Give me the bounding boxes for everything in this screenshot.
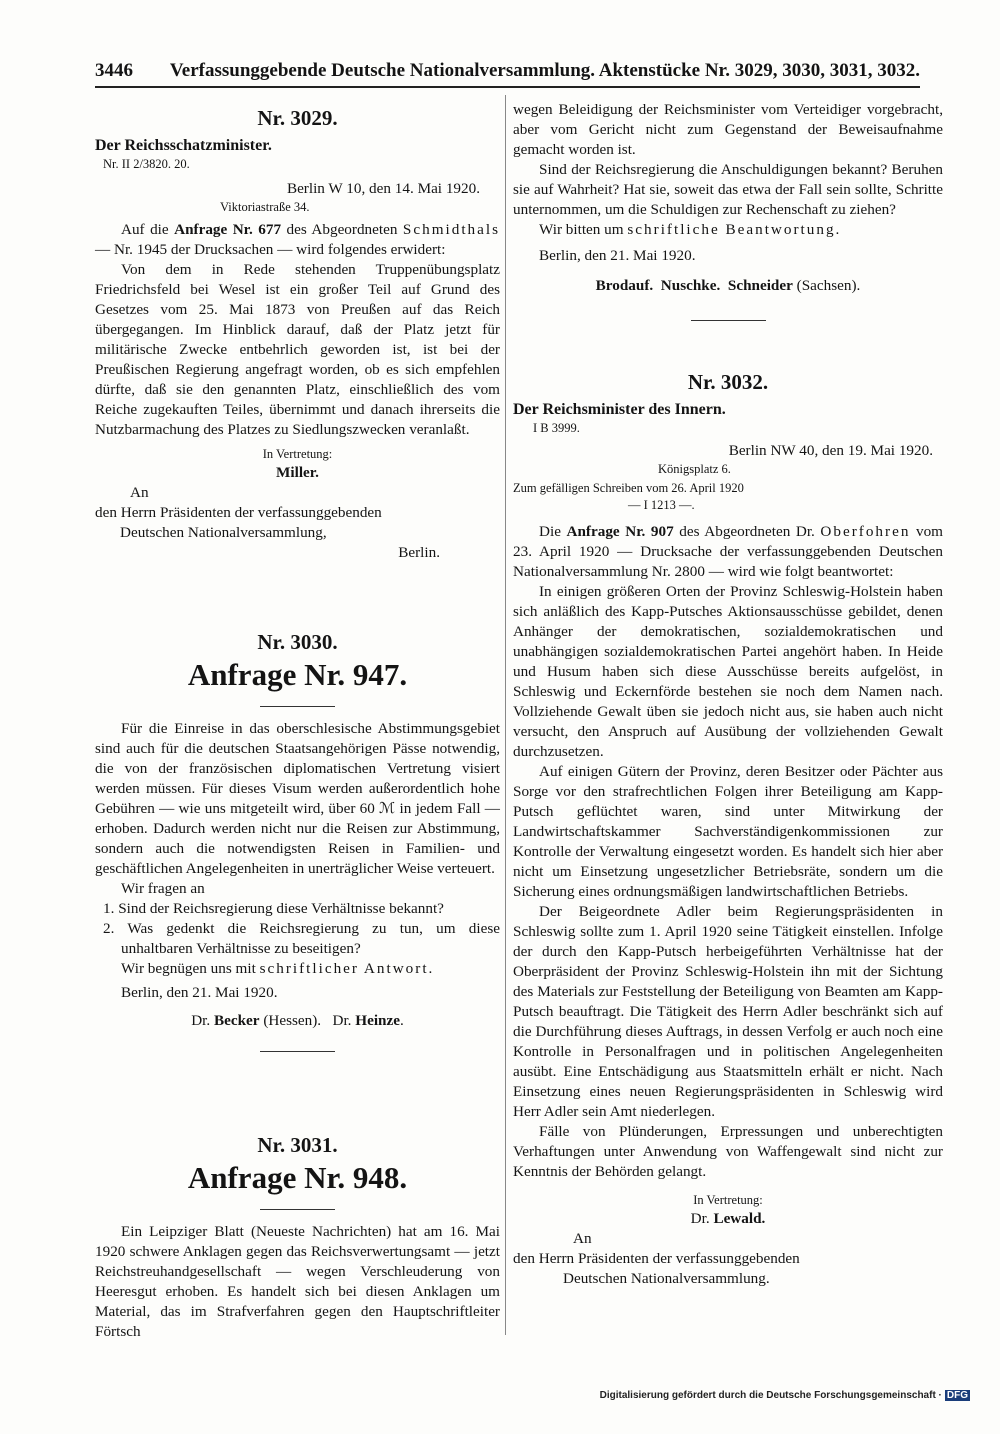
paragraph: Der Beigeordnete Adler beim Regierungspräsidenten in Schleswig sollte zum 1. April 1920 seine Tätigkeit einstellen. Infolge der durch den Kapp-Putsch herbeigeführten Verhältnisse hat der Oberpräsident der Provinz Schleswig-Holstein ihn mit der Sichtung des Materials zur Feststellung der Beteiligung von Beamten am Kapp-Putsch beauftragt. Die Tätigkeit des Herrn Adler beschränkt sich auf die Durchführung dieses Auftrags, in dessen Verfolg er auch noch eine Kontrolle in Personalfragen und in politischen Angelegenheiten ausübt. Eine Entschädigung aus Staatsmitteln erhält er nicht. Nach Einsetzung eines neuen Regierungspräsidenten in Schleswig wird Herr Adler sein Amt niederlegen.: [513, 903, 943, 1120]
section-3031-continued: [513, 100, 943, 333]
divider: [691, 320, 766, 321]
section-title: Anfrage Nr. 947.: [187, 657, 408, 692]
reference-letter: Zum gefälligen Schreiben vom 26. April 1920: [513, 481, 744, 495]
paragraph: Wir fragen an: [121, 880, 205, 897]
place-date: Berlin NW 40, den 19. Mai 1920.: [728, 442, 933, 459]
street: Königsplatz 6.: [658, 462, 731, 476]
reference-number: — I 1213 —.: [628, 498, 695, 512]
section-number: Nr. 3031.: [257, 1133, 338, 1157]
addressee-an: An: [573, 1230, 592, 1247]
paragraph: Die Anfrage Nr. 907 des Abgeordneten Dr. Oberfohren vom 23. April 1920 — Drucksache der verfassunggebenden Deutschen Nationalversammlung Nr. 2800 — wird wie folgt beantwortet:: [513, 523, 943, 580]
place-date: Berlin W 10, den 14. Mai 1920.: [286, 180, 480, 197]
address-line: den Herrn Präsidenten der verfassunggebenden: [95, 504, 382, 521]
addressee-an: An: [130, 484, 149, 501]
paragraph: Wir bitten um schriftliche Beantwortung.: [539, 221, 842, 238]
signature: Dr. Lewald.: [690, 1210, 766, 1227]
page-header: [95, 60, 920, 88]
paragraph: In einigen größeren Orten der Provinz Schleswig-Holstein haben sich anläßlich des Kapp-Putsches Aktionsausschüsse gebildet, denen Anhänger der demokratischen, sozialdemokratischen und unabhängigen sozialdemokratischen Partei angehört haben. In Heide und Husum haben sich diese Ausschüsse bereits aufgelöst, in Schleswig und Eckernförde bestehen sie noch dem Namen nach. Vollziehende Gewalt üben sie jedoch nicht aus, sie haben auch nicht versucht, den Anspruch auf Ausübung der vollziehenden Gewalt durchzusetzen.: [513, 583, 943, 760]
section-3030: [95, 632, 500, 1064]
address-line: Deutschen Nationalversammlung.: [563, 1270, 770, 1287]
paragraph: Für die Einreise in das oberschlesische Abstimmungsgebiet sind auch für die deutschen Staatsangehörigen Pässe notwendig, die von der französischen diplomatischen Vertretung visiert werden müssen. Für dieses Visum werden außerordentlich hohe Gebühren — wie uns mitgeteilt wird, über 60 ℳ in jedem Fall — erhoben. Dadurch werden nicht nur die Reisen zur Abstimmung, sondern auch die notwendigsten Reisen in Familien- und geschäftlichen Angelegenheiten in unerträglicher Weise verteuert.: [95, 720, 500, 877]
section-number: Nr. 3032.: [687, 370, 769, 394]
question: 1. Sind der Reichsregierung diese Verhältnisse bekannt?: [103, 900, 444, 917]
in-vertretung: In Vertretung:: [262, 447, 333, 461]
page-number: 3446: [95, 60, 133, 81]
paragraph: Fälle von Plünderungen, Erpressungen und unberechtigten Verhaftungen unter Anwendung von Waffengewalt sind nicht zur Kenntnis der Behörden gelangt.: [513, 1123, 943, 1180]
reference: Nr. II 2/3820. 20.: [103, 157, 190, 171]
paragraph: Auf einigen Gütern der Provinz, deren Besitzer oder Pächter aus Sorge vor den strafrechtlichen Folgen ihrer Beteiligung am Kapp-Putsch geflüchtet waren, sind unter Mitwirkung der Landwirtschaftskammer Sachverständigenkommissionen zur Kontrolle der Verwaltung eingesetzt worden. Es handelt sich hier aber nicht um Einsetzung ungesetzlicher Betriebsräte, sondern um die Sicherung eines ordnungsmäßigen landwirtschaftlichen Betriebs.: [513, 763, 943, 900]
signers: Brodauf. Nuschke. Schneider (Sachsen).: [595, 277, 861, 294]
section-number: Nr. 3030.: [257, 630, 338, 654]
section-title: Anfrage Nr. 948.: [187, 1160, 408, 1195]
footer-text: Digitalisierung gefördert durch die Deutsche Forschungsgemeinschaft ·: [599, 1390, 942, 1401]
paragraph: Auf die Anfrage Nr. 677 des Abgeordneten Schmidthals — Nr. 1945 der Drucksachen — wird folgendes erwidert:: [95, 221, 500, 258]
paragraph: Sind der Reichsregierung die Anschuldigungen bekannt? Beruhen sie auf Wahrheit? Hat sie, soweit das etwa der Fall sein sollte, Schritte unternommen, um die Schuldigen zur Rechenschaft zu ziehen?: [513, 161, 943, 218]
footer-credit: [600, 1390, 970, 1401]
paragraph: Wir begnügen uns mit schriftlicher Antwort.: [121, 960, 435, 977]
date: Berlin, den 21. Mai 1920.: [121, 984, 278, 1001]
address-line: Deutschen Nationalversammlung,: [120, 524, 327, 541]
sender: Der Reichsschatzminister.: [95, 137, 272, 154]
address-line: den Herrn Präsidenten der verfassunggebenden: [513, 1250, 800, 1267]
header-title: Verfassunggebende Deutsche Nationalversammlung. Aktenstücke Nr. 3029, 3030, 3031, 3032.: [169, 60, 920, 81]
date: Berlin, den 21. Mai 1920.: [539, 247, 696, 264]
address-city: Berlin.: [398, 544, 440, 561]
signers: Dr. Becker (Hessen). Dr. Heinze.: [191, 1012, 404, 1029]
section-3029: [95, 108, 500, 563]
paragraph: Von dem in Rede stehenden Truppenübungsplatz Friedrichsfeld bei Wesel ist ein großer Teil auf Grund des Gesetzes vom 25. Mai 1873 von Preußen auf das Reich übergegangen. Im Hinblick darauf, daß der Platz jetzt für militärische Zwecke entbehrlich geworden ist, ist bei der Preußischen Regierung angefragt worden, ob es sich empfehlen dürfte, daß sie den genannten Platz, einschließlich des vom Reiche zugekauften Teiles, übernimmt und danach ihrerseits die Nutzbarmachung des Platzes zu Siedlungszwecken veranlaßt.: [95, 261, 500, 438]
section-3032: [513, 372, 943, 1289]
paragraph: wegen Beleidigung der Reichsminister vom Verteidiger vorgebracht, aber vom Gericht nicht zum Gegenstand der Beweisaufnahme gemacht worden ist.: [513, 101, 943, 158]
column-divider: [505, 95, 506, 1335]
paragraph: Ein Leipziger Blatt (Neueste Nachrichten) hat am 16. Mai 1920 schwere Anklagen gegen das Reichsverwertungsamt — jetzt Reichstreuhandgesellschaft — wegen Verschleuderung von Heeresgut erhoben. Es handelt sich bei diesen Anklagen um Material, das im Strafverfahren gegen den Hauptschriftleiter Förtsch: [95, 1223, 500, 1340]
reference: I B 3999.: [533, 421, 580, 435]
sender: Der Reichsminister des Innern.: [513, 401, 726, 418]
question: 2. Was gedenkt die Reichsregierung zu tun, um diese unhaltbaren Verhältnisse zu beseitigen?: [103, 920, 500, 957]
street: Viktoriastraße 34.: [220, 200, 310, 214]
dfg-logo: DFG: [946, 1390, 968, 1401]
in-vertretung: In Vertretung:: [693, 1193, 763, 1207]
divider: [260, 1051, 335, 1052]
divider: [260, 1209, 335, 1210]
section-3031: [95, 1135, 500, 1342]
divider: [260, 706, 335, 707]
section-number: Nr. 3029.: [257, 106, 338, 130]
signature: Miller.: [276, 464, 319, 481]
